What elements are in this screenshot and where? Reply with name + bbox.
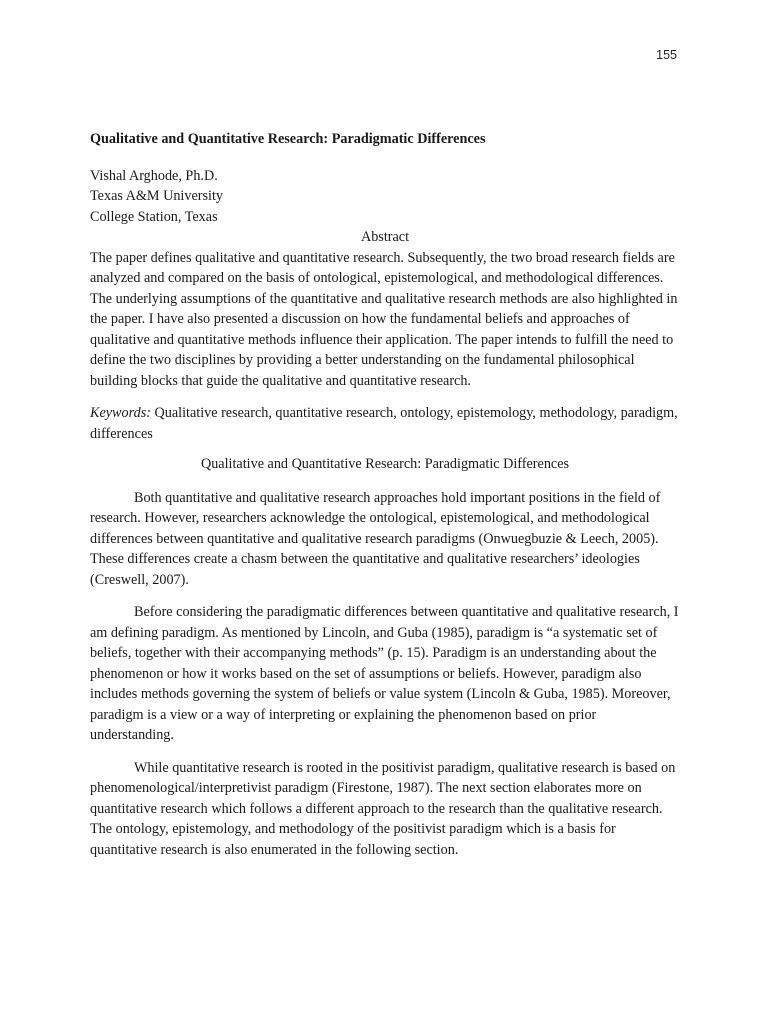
keywords-line bbox=[90, 403, 680, 444]
abstract-heading: Abstract bbox=[360, 229, 410, 245]
keywords-label: Keywords: bbox=[90, 405, 151, 421]
author-name: Vishal Arghode, Ph.D. bbox=[90, 167, 218, 184]
author-affiliation: Texas A&M University bbox=[90, 188, 223, 204]
keywords-text: Qualitative research, quantitative research, ontology, epistemology, methodology, paradigm, differences bbox=[90, 405, 678, 442]
paper-body bbox=[90, 129, 680, 872]
body-paragraph: Before considering the paradigmatic differences between quantitative and qualitative research, I am defining paradigm. As mentioned by Lincoln, and Guba (1985), paradigm is “a systematic set of beliefs, together with their accompanying methods” (p. 15). Paradigm is an understanding about the phenomenon or how it works based on the set of assumptions or beliefs. However, paradigm also includes methods governing the system of beliefs or value system (Lincoln & Guba, 1985). Moreover, paradigm is a view or a way of interpreting or explaining the phenomenon based on prior understanding. bbox=[90, 604, 679, 743]
abstract-text: The paper defines qualitative and quantitative research. Subsequently, the two broad research fields are analyzed and compared on the basis of ontological, epistemological, and methodological differences. The underlying assumptions of the quantitative and qualitative research methods are also highlighted in the paper. I have also presented a discussion on how the fundamental beliefs and approaches of qualitative and quantitative methods influence their application. The paper intends to fulfill the need to define the two disciplines by providing a better understanding on the fundamental philosophical building blocks that guide the qualitative and quantitative research. bbox=[90, 249, 678, 389]
page-number: 155 bbox=[656, 48, 677, 62]
paper-title: Qualitative and Quantitative Research: Paradigmatic Differences bbox=[90, 131, 486, 147]
section-heading: Qualitative and Quantitative Research: Paradigmatic Differences bbox=[200, 456, 570, 472]
body-paragraph: While quantitative research is rooted in the positivist paradigm, qualitative research is based on phenomenological/interpretivist paradigm (Firestone, 1987). The next section elaborates more on quantitative research which follows a different approach to the research than the qualitative research. The ontology, epistemology, and methodology of the positivist paradigm which is a basis for quantitative research is also enumerated in the following section. bbox=[90, 759, 676, 858]
author-location: College Station, Texas bbox=[90, 208, 218, 225]
author-block bbox=[90, 166, 680, 228]
body-paragraph: Both quantitative and qualitative research approaches hold important positions in the field of research. However, researchers acknowledge the ontological, epistemological, and methodological differences between quantitative and qualitative research paradigms (Onwuegbuzie & Leech, 2005). These differences create a chasm between the quantitative and qualitative researchers’ ideologies (Creswell, 2007). bbox=[90, 489, 661, 588]
